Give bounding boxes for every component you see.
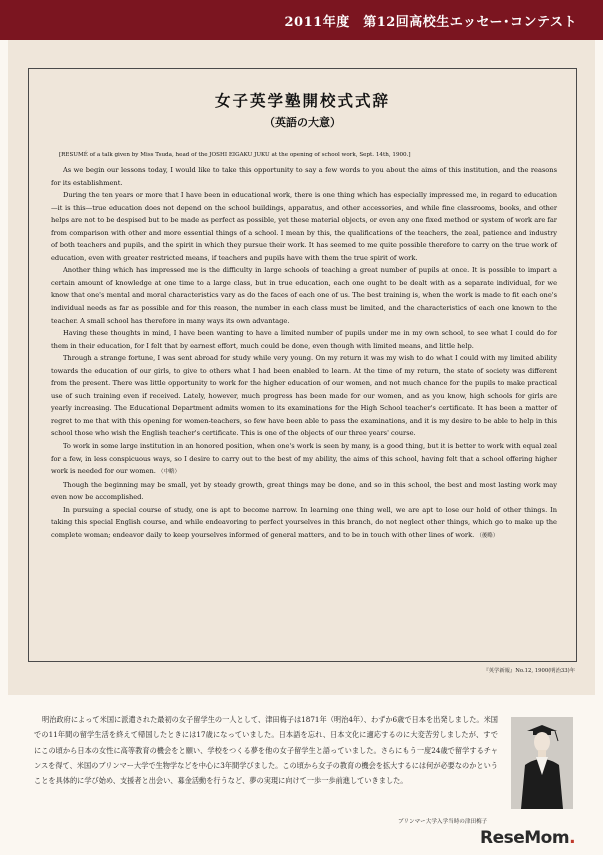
- header-bar: [0, 0, 603, 40]
- paragraph: As we begin our lessons today, I would like to take this opportunity to say a few words to you about the aims of this institution, and the reasons for its establishment.: [51, 166, 557, 187]
- speech-body: [51, 164, 557, 542]
- paragraph: Another thing which has impressed me is the difficulty in large schools of teaching a great number of pupils at once. It is possible to impart a certain amount of knowledge at one time to a large class, but in true education, each one ought to be dealt with as a separate individual, for we know that one's mental and moral characteristics vary as do the faces of each one of us. The best training is, when the work is made to fit each one's individual needs as far as possible and for this reason, the number in each class must be limited, and the characteristics of each one known to the teacher. A small school has therefore in many ways its own advantage.: [51, 266, 557, 325]
- paragraph: Though the beginning may be small, yet by steady growth, great things may be done, and so in this school, the best and most lasting work may even now be accomplished.: [51, 480, 557, 502]
- paragraph: [51, 440, 557, 479]
- paragraph-text: In pursuing a special course of study, one is apt to become narrow. In learning one thing well, we are apt to lose our hold of other things. In taking this special English course, and while endeavoring to perfect yourselves in this branch, do not neglect other things, which go to make up the complete woman; endeavor daily to keep yourselves informed of general matters, and to be in touch with other lines of work.: [51, 505, 557, 539]
- speech-title: 女子英学塾開校式式辞: [214, 91, 390, 110]
- contest-title: 2011年度 第12回高校生エッセー･コンテスト: [284, 15, 577, 30]
- speech-subtitle: （英語の大意）: [264, 116, 341, 129]
- portrait-photo: [511, 717, 573, 809]
- watermark-dot: .: [569, 828, 576, 848]
- biography-text: [34, 712, 498, 788]
- omission-note: （中略）: [158, 469, 181, 476]
- speech-frame: [28, 68, 577, 662]
- bio-paragraph: 明治政府によって米国に派遣された最初の女子留学生の一人として、津田梅子は1871年（明治4年）、わずか6歳で日本を出発しました。米国での11年間の留学生活を終えて帰国したときには17歳になっていました。日本語を忘れ、日本文化に適応するのに大変苦労しましたが、すでにこの頃から日本の女性に高等教育の機会をと願い、学校をつくる夢を他の女子留学生と語っていました。さらにもう一度24歳で留学するチャンスを得て、米国のブリンマー大学で生物学などを中心に3年間学びました。この頃から女子の教育の機会を拡大するには何が必要なのかということを具体的に学び始め、支援者と出会い、募金活動を行うなど、夢の実現に向けて一歩一歩前進していきました。: [34, 715, 498, 786]
- paragraph: During the ten years or more that I have been in educational work, there is one thing which has especially impressed me, in regard to education—it is this—true education does not depend on the school buildings, apparatus, and other accessories, and while fine classrooms, books, and other helps are not to be despised but to be made as perfect as possible, yet these material objects, or even any one fixed method or system of work are far from comparison with other and more essential things of a school. I mean by this, the qualifications of the teachers, the zeal, patience and industry of both teachers and pupils, and the spirit in which they pursue their work. It has seemed to me quite possible therefore to carry on the true work of education, even with greater restricted means, if teachers and pupils have with them the true spirit of work.: [51, 191, 557, 262]
- photo-caption: ブリンマー大学入学当時の津田梅子: [398, 819, 488, 825]
- paragraph: Having these thoughts in mind, I have been wanting to have a limited number of pupils under me in my own school, to see what I could do for them in their education, for I felt that by earnest effort, much could be done, even though with limited means, and little help.: [51, 329, 557, 350]
- watermark-text: ReseMom: [480, 828, 570, 848]
- paragraph: Through a strange fortune, I was sent abroad for study while very young. On my return it was my wish to do what I could with my limited ability towards the education of our girls, to give to others what I had been enabled to learn. At the time of my return, the state of society was different from the present. There was little opportunity to work for the higher education of our women, and not much chance for the pupils to make practical use of such training even if received. Lately, however, much progress has been made for our women, and as you know, high schools for girls are yearly increasing. The Educational Department admits women to its examinations for the High School teacher's certificate. It has been a matter of regret to me that with this opening for women-teachers, so few have been able to pass the examinations, and it is my desire to be able to help in this school those who wish the English teacher's certificate. This is one of the objects of our three years' course.: [51, 354, 557, 438]
- resume-note: [RESUMÉ of a talk given by Miss Tsuda, head of the JOSHI EIGAKU JUKU at the opening of school work, Sept. 14th, 1900.]: [59, 152, 411, 158]
- paragraph-text: To work in some large institution in an honored position, when one's work is seen by many, is a good thing, but it is better to work with equal zeal for a few, in less conspicuous ways, so I desire to carry out to the best of my ability, the aims of this school, having felt that a school offering higher work is needed for our women.: [51, 442, 557, 476]
- closing-note: （後略）: [476, 532, 499, 539]
- portrait-figure-icon: [511, 717, 573, 809]
- paragraph: [51, 504, 557, 543]
- source-citation: 『英学新報』No.12, 1900(明治33)年: [483, 668, 575, 674]
- resemom-watermark: [480, 828, 575, 848]
